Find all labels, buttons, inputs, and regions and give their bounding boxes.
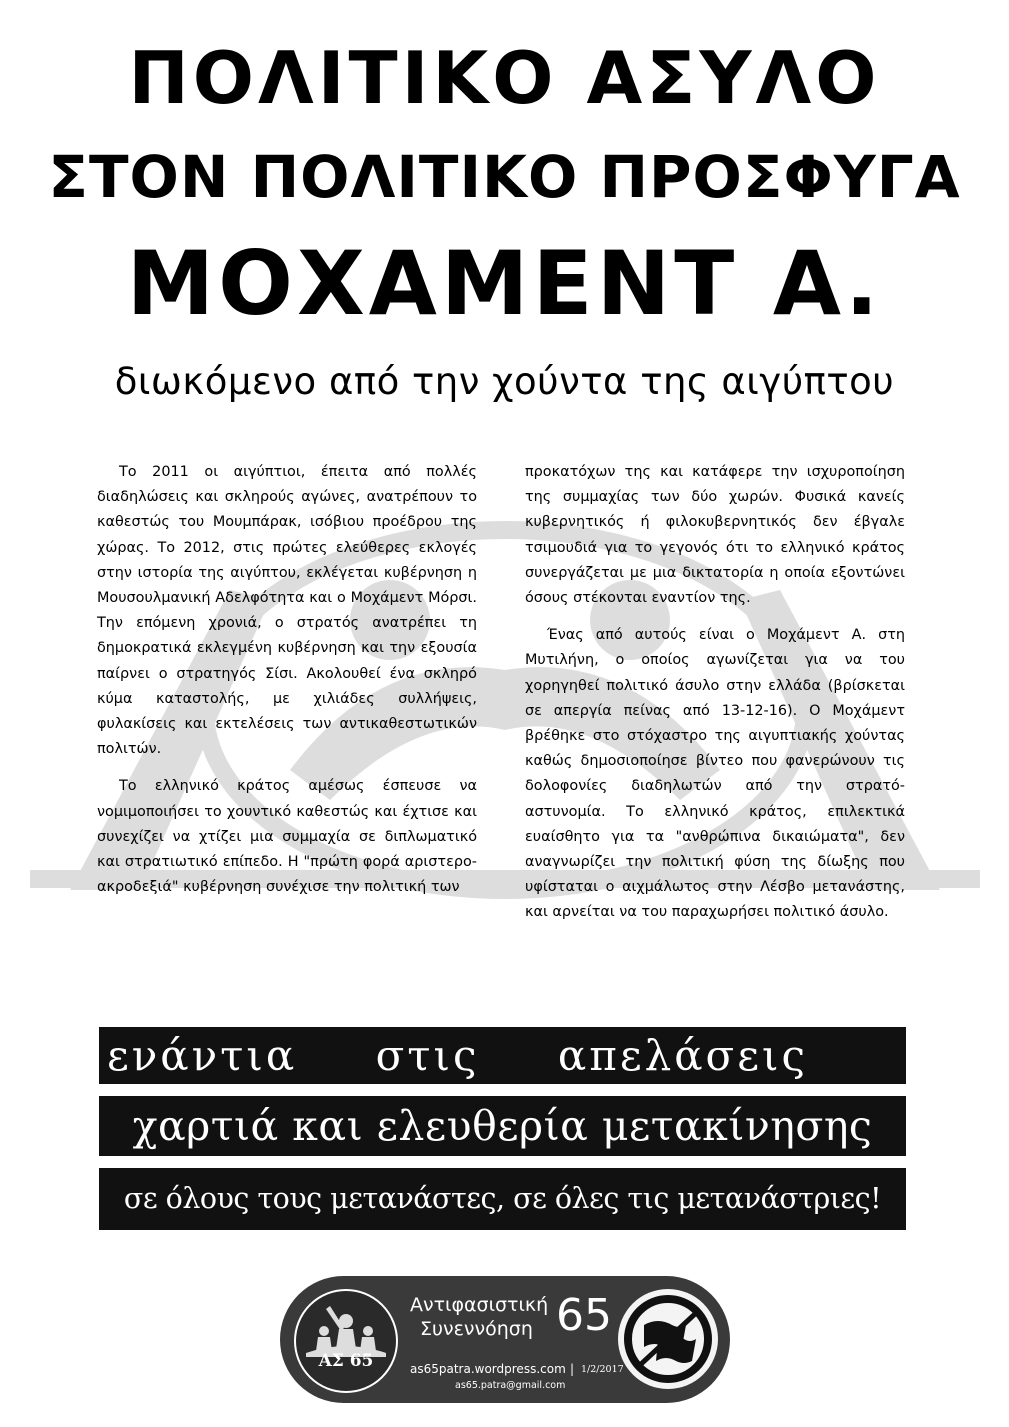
title-line-2: ΣΤΟΝ ΠΟΛΙΤΙΚΟ ΠΡΟΣΦΥΓΑ	[48, 143, 961, 211]
antifa-flag-badge	[618, 1289, 718, 1389]
slogan-banner-2: χαρτιά και ελευθερία μετακίνησης	[99, 1096, 906, 1156]
title-line-1: ΠΟΛΙΤΙΚΟ ΑΣΥΛΟ	[128, 36, 881, 120]
antifa-flags-icon	[618, 1289, 718, 1389]
website-link[interactable]: as65patra.wordpress.com	[410, 1362, 566, 1376]
article-column-left	[97, 460, 477, 912]
slogan-banner-1: ενάντια στις απελάσεις	[99, 1027, 906, 1084]
org-number: 65	[556, 1290, 612, 1341]
protest-crowd-icon	[296, 1291, 396, 1391]
org-name-line-2: Συνεννόηση	[420, 1318, 533, 1340]
slogan-banner-3: σε όλους τους μετανάστες, σε όλες τις μετανάστριες!	[99, 1168, 906, 1230]
subtitle: διωκόμενο από την χούντα της αιγύπτου	[114, 360, 895, 403]
article-paragraph: Το ελληνικό κράτος αμέσως έσπευσε να νομιμοποιήσει το χουντικό καθεστώς και έχτισε και συνεχίζει να χτίζει μια συμμαχία σε διπλωματικό και στρατιωτικό επίπεδο. Η "πρώτη φορά αριστερο-ακροδεξιά" κυβέρνηση συνέχισε την πολιτική των	[97, 778, 477, 896]
article-paragraph: προκατόχων της και κατάφερε την ισχυροποίηση της συμμαχίας των δύο χωρών. Φυσικά κανείς κυβερνητικός ή φιλοκυβερνητικός δεν έβγαλε τσιμουδιά για το γεγονός ότι το ελληνικό κράτος συνεργάζεται με μια δικτατορία η οποία εξοντώνει όσους στέκονται εναντίον της.	[525, 464, 905, 607]
email-link[interactable]: as65.patra@gmail.com	[455, 1380, 566, 1391]
title-line-3: ΜΟΧΑΜΕΝΤ Α.	[126, 232, 883, 335]
organization-footer	[280, 1276, 730, 1403]
as65-logo-badge	[294, 1289, 398, 1393]
org-name-line-1: Αντιφασιστική	[410, 1294, 549, 1316]
article-column-right	[525, 460, 905, 938]
article-paragraph: Ένας από αυτούς είναι ο Μοχάμεντ Α. στη Μυτιλήνη, ο οποίος αγωνίζεται για να του χορηγηθεί πολιτικό άσυλο στην ελλάδα (βρίσκεται σε απεργία πείνας από 13-12-16). Ο Μοχάμεντ βρέθηκε στο στόχαστρο της αιγυπτιακής χούντας καθώς δημοσιοποίησε βίντεο που φανερώνουν τις δολοφονίες διαδηλωτών από την στρατό-αστυνομία. Το ελληνικό κράτος, επιλεκτικά ευαίσθητο για τα "ανθρώπινα δικαιώματα", δεν αναγνωρίζει την πολιτική φύση της δίωξης που υφίσταται ο αιχμάλωτος στην Λέσβο μετανάστης, και αρνείται να του παραχωρήσει πολιτικό άσυλο.	[525, 627, 905, 921]
publication-date: 1/2/2017	[581, 1364, 624, 1375]
article-paragraph: Το 2011 οι αιγύπτιοι, έπειτα από πολλές διαδηλώσεις και σκληρούς αγώνες, ανατρέπουν το καθεστώς του Μουμπάρακ, ισόβιου προέδρου της χώρας. Το 2012, στις πρώτες ελεύθερες εκλογές στην ιστορία της αιγύπτου, εκλέγεται κυβέρνηση η Μουσουλμανική Αδελφότητα και ο Μοχάμεντ Μόρσι. Την επόμενη χρονιά, ο στρατός ανατρέπει τη δημοκρατικά εκλεγμένη κυβέρνηση και την εξουσία παίρνει ο στρατηγός Σίσι. Ακολουθεί ένα σκληρό κύμα καταστολής, με χιλιάδες συλλήψεις, φυλακίσεις και εκτελέσεις των αντικαθεστωτικών πολιτών.	[97, 464, 477, 758]
footer-separator: |	[570, 1362, 575, 1376]
badge-text: ΑΣ 65	[318, 1351, 374, 1371]
